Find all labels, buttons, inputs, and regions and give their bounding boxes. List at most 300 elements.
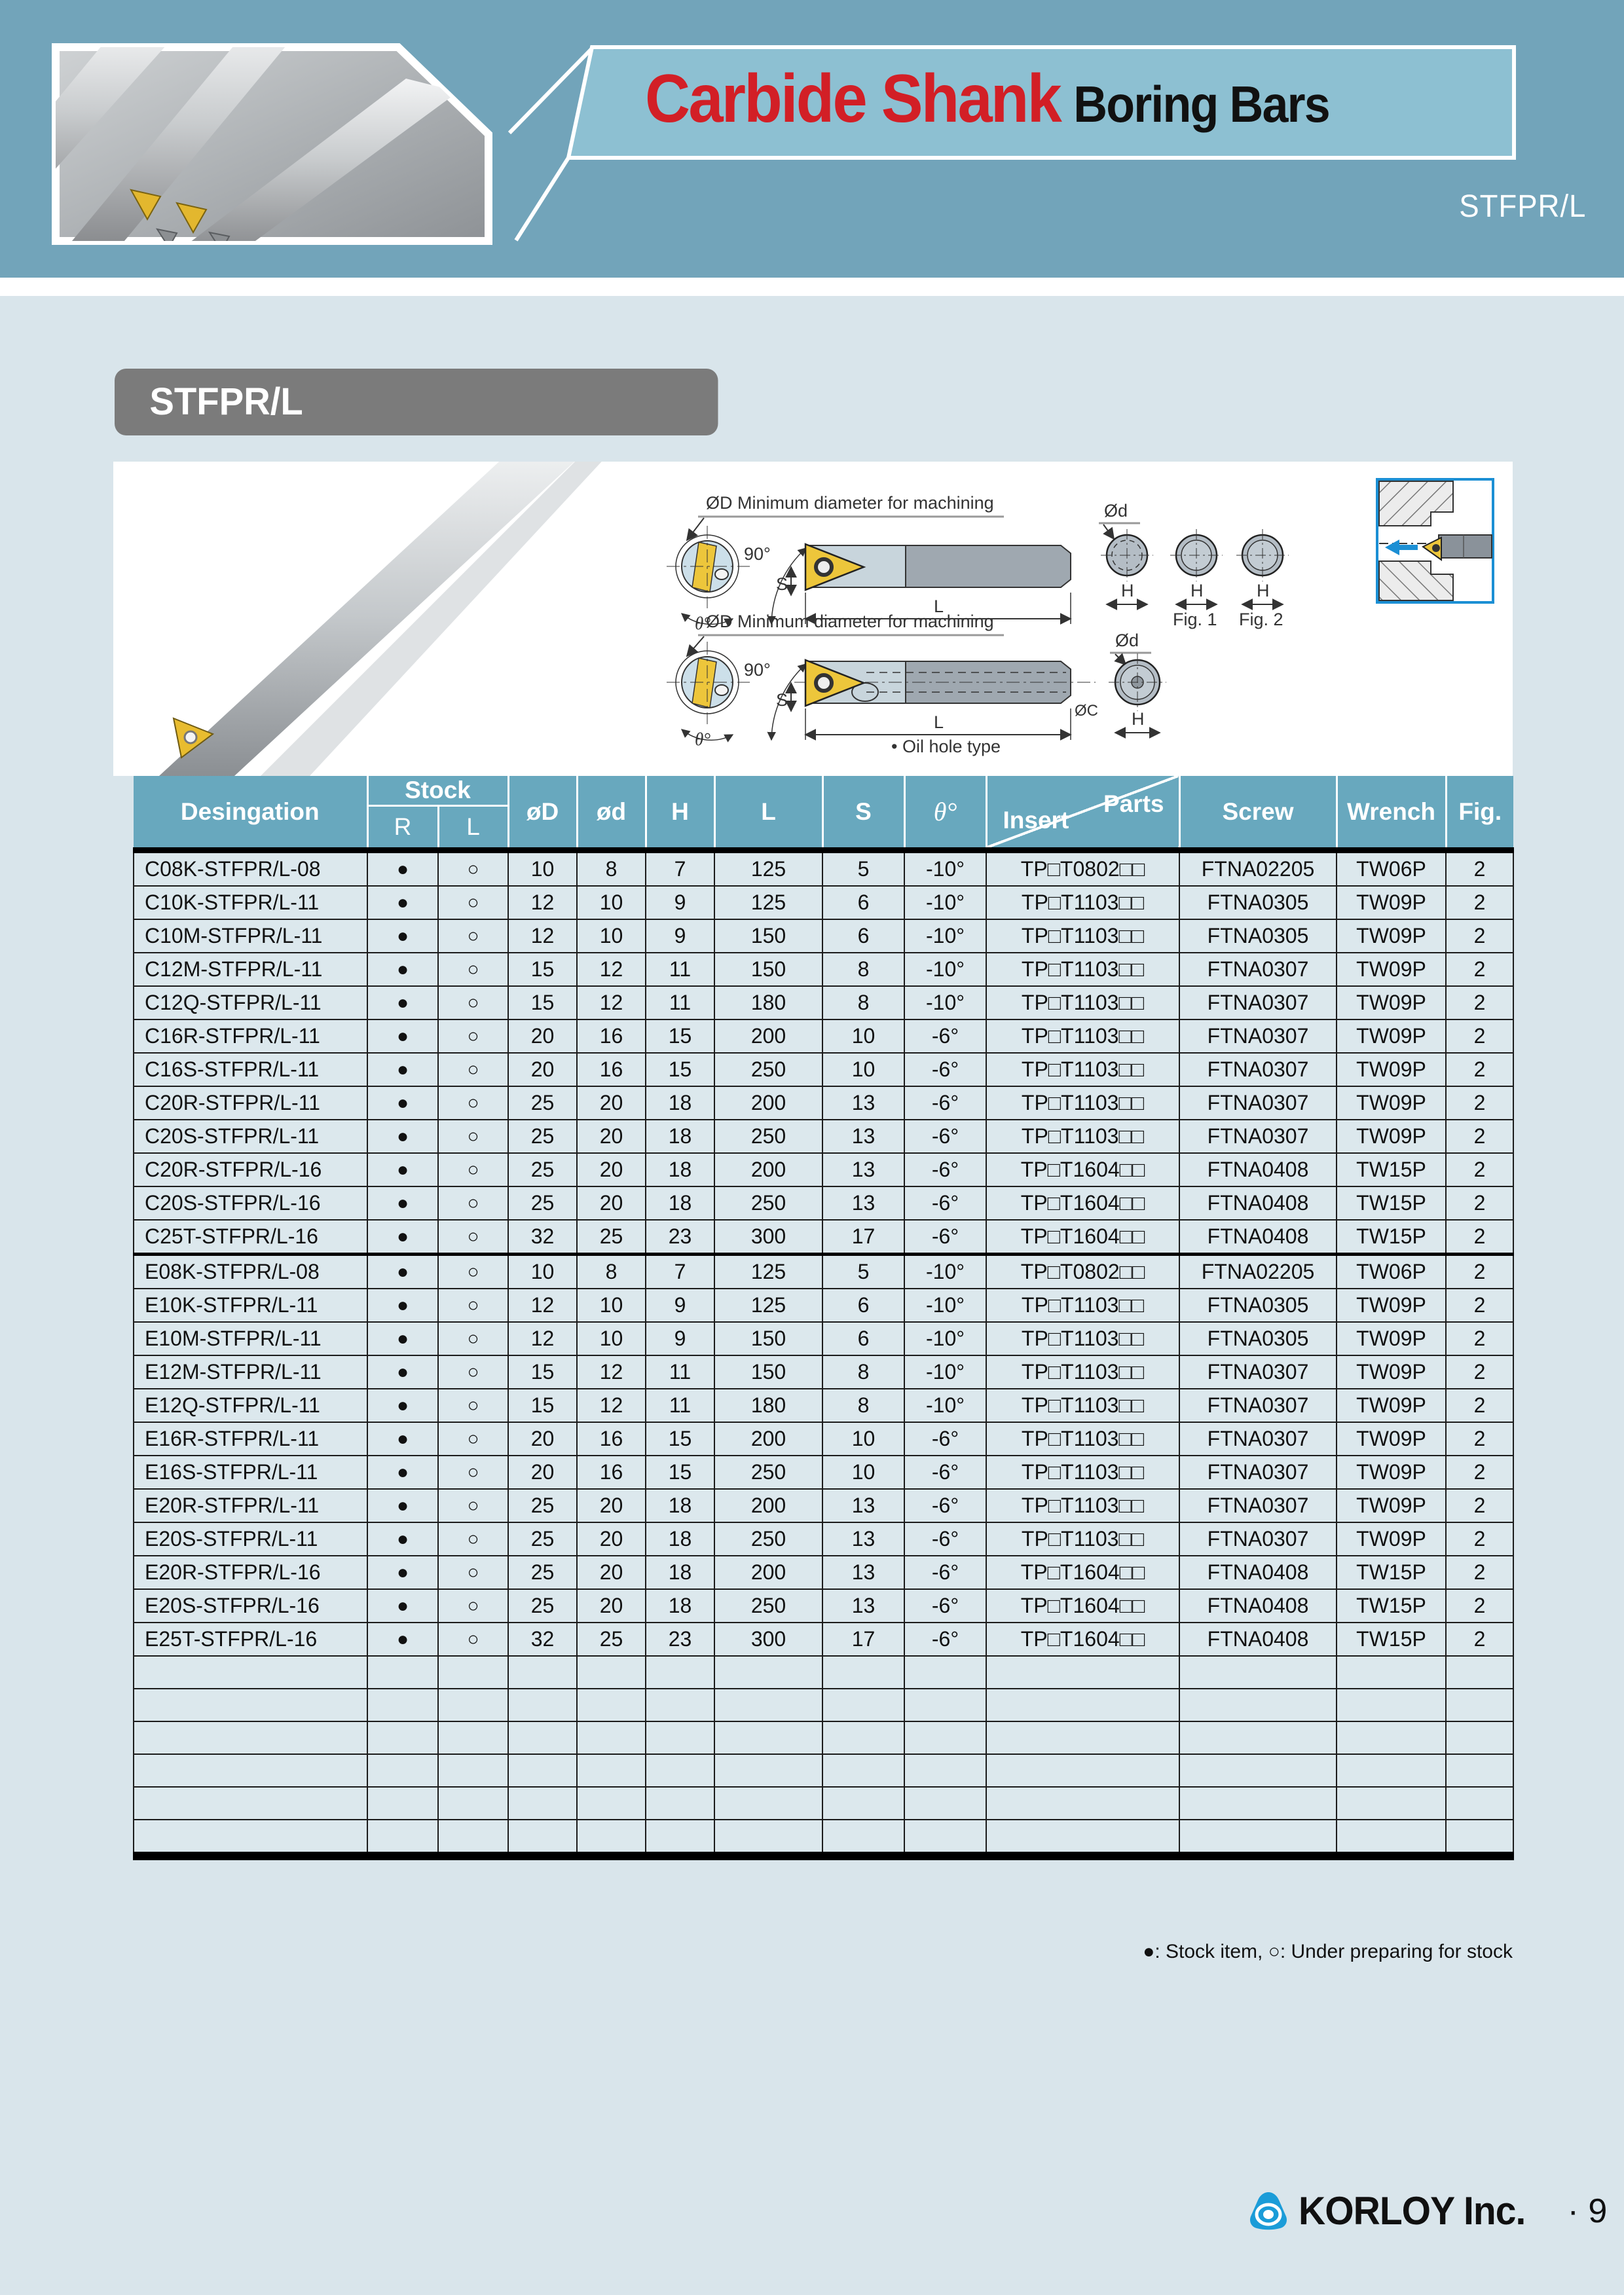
empty-cell: [822, 1754, 904, 1787]
cell: ○: [438, 851, 508, 887]
table-row: [134, 1019, 1513, 1053]
cell: 13: [822, 1522, 904, 1556]
cell: 12: [508, 919, 577, 953]
cell: 2: [1446, 1086, 1513, 1120]
page-title: [645, 60, 1428, 139]
cell: TW15P: [1337, 1153, 1446, 1186]
cell: 8: [822, 1389, 904, 1422]
cell: 15: [508, 1355, 577, 1389]
empty-cell: [1179, 1754, 1337, 1787]
empty-row: [134, 1820, 1513, 1856]
cell: 2: [1446, 1422, 1513, 1456]
cell: FTNA0305: [1179, 919, 1337, 953]
cell-designation: C25T-STFPR/L-16: [134, 1220, 367, 1255]
cell: 150: [714, 1355, 822, 1389]
cell-designation: E20S-STFPR/L-11: [134, 1522, 367, 1556]
cell: 8: [822, 986, 904, 1019]
empty-cell: [714, 1689, 822, 1721]
cell-designation: C20R-STFPR/L-11: [134, 1086, 367, 1120]
cell: 16: [577, 1053, 646, 1086]
empty-cell: [438, 1721, 508, 1754]
cell: 150: [714, 1322, 822, 1355]
cell: 16: [577, 1456, 646, 1489]
cell: ●: [367, 1422, 438, 1456]
cell: TW15P: [1337, 1589, 1446, 1623]
empty-row: [134, 1787, 1513, 1820]
cell: TW15P: [1337, 1556, 1446, 1589]
cell: 15: [508, 1389, 577, 1422]
cell: TP□T1103□□: [986, 1422, 1179, 1456]
cell: TP□T1103□□: [986, 1389, 1179, 1422]
cell: 300: [714, 1220, 822, 1255]
cell: FTNA0408: [1179, 1556, 1337, 1589]
table-row: [134, 1522, 1513, 1556]
cell: 10: [822, 1019, 904, 1053]
cell: 20: [508, 1019, 577, 1053]
col-header-screw: Screw: [1179, 776, 1337, 851]
empty-cell: [508, 1656, 577, 1689]
cell: 13: [822, 1489, 904, 1522]
cell: FTNA0307: [1179, 953, 1337, 986]
table-row: [134, 1456, 1513, 1489]
header-graphics: [0, 0, 1624, 308]
cell: TP□T1103□□: [986, 1355, 1179, 1389]
footer: [1247, 2188, 1607, 2233]
empty-cell: [438, 1820, 508, 1856]
page-title-black: Boring Bars: [1073, 75, 1329, 133]
cell: TW09P: [1337, 1355, 1446, 1389]
col-header-s: S: [822, 776, 904, 851]
cell: ●: [367, 1289, 438, 1322]
cell: 250: [714, 1186, 822, 1220]
cell: 250: [714, 1456, 822, 1489]
cell: 25: [577, 1623, 646, 1656]
col-header-parts: Parts: [1103, 790, 1164, 817]
cell: 2: [1446, 1389, 1513, 1422]
cell: 18: [646, 1589, 714, 1623]
cell: TP□T1604□□: [986, 1220, 1179, 1255]
cell: 125: [714, 1255, 822, 1289]
cell: TP□T1103□□: [986, 1322, 1179, 1355]
cell: -6°: [904, 1019, 986, 1053]
cell: 2: [1446, 1556, 1513, 1589]
empty-cell: [134, 1754, 367, 1787]
cell: 20: [577, 1556, 646, 1589]
cell: TP□T1103□□: [986, 986, 1179, 1019]
cell: 15: [646, 1019, 714, 1053]
cell: ○: [438, 1489, 508, 1522]
empty-cell: [134, 1787, 367, 1820]
cell: TP□T1103□□: [986, 1489, 1179, 1522]
empty-cell: [367, 1721, 438, 1754]
col-header-theta: θ°: [904, 776, 986, 851]
empty-cell: [1337, 1656, 1446, 1689]
cell: FTNA0307: [1179, 1422, 1337, 1456]
table-row: [134, 953, 1513, 986]
cell: FTNA02205: [1179, 1255, 1337, 1289]
cell: FTNA02205: [1179, 851, 1337, 887]
cell: FTNA0307: [1179, 1389, 1337, 1422]
spec-table: [133, 776, 1514, 1860]
header-series-label: STFPR/L: [1458, 189, 1586, 224]
cell: ●: [367, 886, 438, 919]
cell-designation: C08K-STFPR/L-08: [134, 851, 367, 887]
empty-cell: [822, 1689, 904, 1721]
cell-designation: C20S-STFPR/L-11: [134, 1120, 367, 1153]
cell: 2: [1446, 919, 1513, 953]
cell: -10°: [904, 1389, 986, 1422]
cell-designation: E20R-STFPR/L-11: [134, 1489, 367, 1522]
cell: ○: [438, 1389, 508, 1422]
theta-label-top: θ°: [695, 614, 711, 633]
cell: 200: [714, 1086, 822, 1120]
cell: 2: [1446, 1153, 1513, 1186]
cell: 10: [508, 1255, 577, 1289]
cell: 25: [508, 1522, 577, 1556]
cell: 2: [1446, 1322, 1513, 1355]
cell: TP□T1103□□: [986, 953, 1179, 986]
empty-cell: [986, 1787, 1179, 1820]
cell-designation: E25T-STFPR/L-16: [134, 1623, 367, 1656]
cell: 9: [646, 886, 714, 919]
empty-cell: [438, 1787, 508, 1820]
empty-cell: [508, 1689, 577, 1721]
cell: 25: [508, 1589, 577, 1623]
empty-cell: [508, 1787, 577, 1820]
cell: 23: [646, 1623, 714, 1656]
s-label-top: S: [776, 574, 788, 594]
table-row: [134, 1086, 1513, 1120]
cell: 6: [822, 1289, 904, 1322]
cell-designation: C20S-STFPR/L-16: [134, 1186, 367, 1220]
cell: -6°: [904, 1422, 986, 1456]
section-label: STFPR/L: [115, 369, 718, 435]
cell: 12: [577, 986, 646, 1019]
application-schematic: [1377, 479, 1493, 602]
cell: -6°: [904, 1623, 986, 1656]
cell: FTNA0408: [1179, 1153, 1337, 1186]
cell: ●: [367, 1053, 438, 1086]
empty-cell: [1337, 1689, 1446, 1721]
cell: TW09P: [1337, 1489, 1446, 1522]
od-label-top: Ød: [1104, 501, 1128, 521]
cell: TW09P: [1337, 1456, 1446, 1489]
empty-cell: [822, 1656, 904, 1689]
angle-label-bottom: 90°: [744, 660, 771, 680]
cell: FTNA0307: [1179, 1456, 1337, 1489]
table-row: [134, 1589, 1513, 1623]
cell: ○: [438, 1019, 508, 1053]
cell: -6°: [904, 1220, 986, 1255]
cell: 2: [1446, 1289, 1513, 1322]
cell: 25: [508, 1153, 577, 1186]
empty-cell: [986, 1689, 1179, 1721]
cell: 2: [1446, 886, 1513, 919]
table-row: [134, 1389, 1513, 1422]
cell: FTNA0307: [1179, 1120, 1337, 1153]
cell: 15: [508, 986, 577, 1019]
cell: ●: [367, 1086, 438, 1120]
cell-designation: C16S-STFPR/L-11: [134, 1053, 367, 1086]
cell: TW09P: [1337, 1053, 1446, 1086]
cell: -10°: [904, 919, 986, 953]
cell: -6°: [904, 1120, 986, 1153]
empty-cell: [508, 1754, 577, 1787]
cell: 25: [508, 1556, 577, 1589]
page-title-red: Carbide Shank: [645, 61, 1061, 137]
technical-drawing: [113, 462, 1513, 776]
cell: -6°: [904, 1153, 986, 1186]
diagram-panel: [113, 462, 1513, 776]
cell: -10°: [904, 1322, 986, 1355]
empty-cell: [714, 1787, 822, 1820]
cell: 2: [1446, 1053, 1513, 1086]
cell: TP□T1103□□: [986, 1086, 1179, 1120]
empty-cell: [1179, 1689, 1337, 1721]
cell: ○: [438, 1289, 508, 1322]
empty-cell: [134, 1721, 367, 1754]
boring-bar-photo: [159, 462, 608, 776]
drawing-bottom: [667, 612, 1166, 756]
cell: FTNA0408: [1179, 1623, 1337, 1656]
cell: TP□T1604□□: [986, 1556, 1179, 1589]
cell: 2: [1446, 953, 1513, 986]
fig1-label: Fig. 1: [1173, 610, 1217, 629]
empty-cell: [438, 1754, 508, 1787]
table-row: [134, 1255, 1513, 1289]
cell-designation: E16S-STFPR/L-11: [134, 1456, 367, 1489]
table-row: [134, 1489, 1513, 1522]
col-header-wrench: Wrench: [1337, 776, 1446, 851]
cell-designation: C12Q-STFPR/L-11: [134, 986, 367, 1019]
empty-cell: [986, 1721, 1179, 1754]
table-row: [134, 1322, 1513, 1355]
empty-cell: [367, 1656, 438, 1689]
cell: TW09P: [1337, 1086, 1446, 1120]
table-row: [134, 1053, 1513, 1086]
cell: TW15P: [1337, 1220, 1446, 1255]
cell: 10: [822, 1456, 904, 1489]
cell: -10°: [904, 886, 986, 919]
cell: 15: [646, 1456, 714, 1489]
cell: TP□T1103□□: [986, 1120, 1179, 1153]
spec-table-wrap: [133, 776, 1514, 1860]
cell: ○: [438, 1120, 508, 1153]
stock-legend: ●: Stock item, ○: Under preparing for stock: [1143, 1941, 1513, 1962]
empty-cell: [822, 1721, 904, 1754]
empty-cell: [1446, 1754, 1513, 1787]
cell: TP□T1604□□: [986, 1623, 1179, 1656]
cell: 18: [646, 1153, 714, 1186]
cell: FTNA0305: [1179, 1289, 1337, 1322]
col-header-parts-insert: [986, 776, 1179, 851]
cell: 2: [1446, 1120, 1513, 1153]
table-row: [134, 1120, 1513, 1153]
cell: TP□T0802□□: [986, 851, 1179, 887]
col-header-dia-D: øD: [508, 776, 577, 851]
cell: TW15P: [1337, 1186, 1446, 1220]
cell: 10: [822, 1422, 904, 1456]
cell: 13: [822, 1186, 904, 1220]
cell: 25: [577, 1220, 646, 1255]
cell: FTNA0307: [1179, 1053, 1337, 1086]
cell: 20: [508, 1422, 577, 1456]
empty-cell: [508, 1721, 577, 1754]
cell: 16: [577, 1019, 646, 1053]
cell: 10: [577, 1322, 646, 1355]
cell: -10°: [904, 1355, 986, 1389]
cell: FTNA0305: [1179, 1322, 1337, 1355]
empty-cell: [904, 1820, 986, 1856]
cell: 8: [577, 851, 646, 887]
cell: 9: [646, 919, 714, 953]
empty-cell: [1179, 1656, 1337, 1689]
empty-cell: [1179, 1721, 1337, 1754]
cell: TW09P: [1337, 886, 1446, 919]
cell: 11: [646, 986, 714, 1019]
cell: ●: [367, 1489, 438, 1522]
cell: 25: [508, 1489, 577, 1522]
empty-cell: [367, 1787, 438, 1820]
cell: 18: [646, 1186, 714, 1220]
cell: 20: [577, 1186, 646, 1220]
cell: ○: [438, 986, 508, 1019]
col-header-dia-d: ød: [577, 776, 646, 851]
empty-cell: [577, 1721, 646, 1754]
col-header-fig: Fig.: [1446, 776, 1513, 851]
cell: 18: [646, 1120, 714, 1153]
cell: 20: [508, 1456, 577, 1489]
cell: TW09P: [1337, 1120, 1446, 1153]
min-dia-label-bottom: ØD Minimum diameter for machining: [706, 612, 994, 631]
col-header-insert: Insert: [1003, 807, 1069, 834]
cell: ●: [367, 1220, 438, 1255]
empty-cell: [367, 1820, 438, 1856]
korloy-logo-icon: [1247, 2190, 1289, 2232]
cell: TW06P: [1337, 1255, 1446, 1289]
cell: 9: [646, 1322, 714, 1355]
cell: ○: [438, 1220, 508, 1255]
empty-cell: [577, 1754, 646, 1787]
empty-row: [134, 1656, 1513, 1689]
cell: ○: [438, 1456, 508, 1489]
empty-cell: [646, 1754, 714, 1787]
cell: 10: [577, 1289, 646, 1322]
cell: 32: [508, 1623, 577, 1656]
cell: ○: [438, 919, 508, 953]
empty-cell: [134, 1820, 367, 1856]
empty-cell: [646, 1787, 714, 1820]
cell-designation: E10M-STFPR/L-11: [134, 1322, 367, 1355]
empty-cell: [904, 1754, 986, 1787]
cell: 2: [1446, 1623, 1513, 1656]
cell: FTNA0307: [1179, 1522, 1337, 1556]
cell: TP□T1103□□: [986, 1019, 1179, 1053]
h-label-3: H: [1257, 581, 1270, 600]
cell: TP□T1604□□: [986, 1153, 1179, 1186]
table-row: [134, 986, 1513, 1019]
cell: 180: [714, 1389, 822, 1422]
cell: 6: [822, 919, 904, 953]
cell: -6°: [904, 1086, 986, 1120]
cell: 180: [714, 986, 822, 1019]
empty-cell: [367, 1689, 438, 1721]
cell: -6°: [904, 1186, 986, 1220]
cell: ●: [367, 1153, 438, 1186]
cell: 13: [822, 1589, 904, 1623]
cell: 8: [822, 953, 904, 986]
cell: 2: [1446, 1255, 1513, 1289]
cell-designation: E20R-STFPR/L-16: [134, 1556, 367, 1589]
page-number: · 9: [1567, 2192, 1608, 2230]
empty-cell: [714, 1721, 822, 1754]
cell: 5: [822, 851, 904, 887]
cell: -6°: [904, 1556, 986, 1589]
cell: TW09P: [1337, 986, 1446, 1019]
oil-hole-label: • Oil hole type: [891, 737, 1001, 756]
cell: 2: [1446, 1489, 1513, 1522]
cell: ●: [367, 1120, 438, 1153]
empty-cell: [1446, 1820, 1513, 1856]
cell: 9: [646, 1289, 714, 1322]
cell: 12: [577, 1355, 646, 1389]
cell: 2: [1446, 851, 1513, 887]
cell: -10°: [904, 1255, 986, 1289]
empty-cell: [1179, 1820, 1337, 1856]
cell: ●: [367, 1355, 438, 1389]
cell: 2: [1446, 1456, 1513, 1489]
cell: ○: [438, 1053, 508, 1086]
cell: 250: [714, 1120, 822, 1153]
cell: 11: [646, 1389, 714, 1422]
angle-label-top: 90°: [744, 544, 771, 564]
table-row: [134, 1623, 1513, 1656]
cell: ○: [438, 953, 508, 986]
cell: TP□T1103□□: [986, 1456, 1179, 1489]
cell: 5: [822, 1255, 904, 1289]
cell: 25: [508, 1086, 577, 1120]
cell-designation: E16R-STFPR/L-11: [134, 1422, 367, 1456]
cell: ○: [438, 1556, 508, 1589]
col-header-stock-r: R: [367, 806, 438, 851]
cell: 10: [577, 919, 646, 953]
cell: ●: [367, 1623, 438, 1656]
table-row: [134, 1422, 1513, 1456]
empty-cell: [822, 1787, 904, 1820]
cell: 8: [577, 1255, 646, 1289]
empty-cell: [1446, 1787, 1513, 1820]
empty-cell: [1446, 1689, 1513, 1721]
cell: 6: [822, 1322, 904, 1355]
cell: 200: [714, 1556, 822, 1589]
cell: TW09P: [1337, 1389, 1446, 1422]
cell: 25: [508, 1120, 577, 1153]
cell: ○: [438, 1589, 508, 1623]
cell: TP□T1604□□: [986, 1186, 1179, 1220]
cell: ○: [438, 1623, 508, 1656]
cell: 2: [1446, 1522, 1513, 1556]
cell: TP□T0802□□: [986, 1255, 1179, 1289]
empty-cell: [904, 1721, 986, 1754]
empty-cell: [508, 1820, 577, 1856]
cell: ○: [438, 1255, 508, 1289]
cell-designation: E12Q-STFPR/L-11: [134, 1389, 367, 1422]
empty-cell: [714, 1754, 822, 1787]
cell: TW09P: [1337, 1422, 1446, 1456]
cell: -6°: [904, 1589, 986, 1623]
l-label-bottom: L: [934, 712, 944, 732]
cell: 15: [508, 953, 577, 986]
